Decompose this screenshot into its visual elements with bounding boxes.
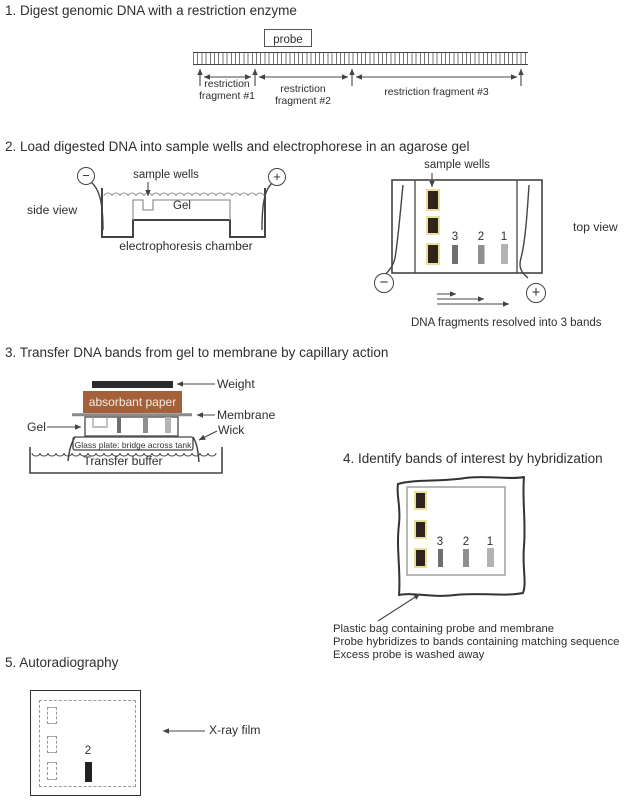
wick-label: Wick [218,423,245,437]
band-2-label: 2 [477,231,485,243]
negative-electrode: − [77,167,95,185]
absorbant-paper-label: absorbant paper [88,395,177,409]
sample-well [415,521,426,538]
xray-film-label: X-ray film [209,723,261,737]
autorad-band-2 [85,762,92,782]
gel-label: Gel [173,200,191,212]
sample-well [427,244,439,264]
band-2 [463,549,469,567]
sample-wells-label: sample wells [133,169,199,181]
step4-heading: 4. Identify bands of interest by hybridization [343,451,603,466]
side-view-label: side view [27,203,78,217]
band-1-label: 1 [500,231,508,243]
hybridization-bag-diagram [370,470,535,630]
band-1 [501,244,508,264]
top-view-diagram [370,155,635,340]
probe-label: probe [273,34,303,46]
band-3-label: 3 [436,536,444,548]
transfer-buffer-label: Transfer buffer [83,454,163,468]
step5-heading: 5. Autoradiography [5,655,119,670]
band-1-label: 1 [486,536,494,548]
band-2 [478,245,485,264]
band-3 [452,245,458,264]
positive-electrode: + [526,283,546,303]
chamber-label: electrophoresis chamber [119,239,253,253]
xray-film-pointer [158,722,214,740]
band-3-label: 3 [451,231,459,243]
fragment1-label: restriction fragment #1 [198,78,256,102]
caption-line-1: Plastic bag containing probe and membrane [333,623,555,635]
weight-bar [92,381,173,388]
step3-heading: 3. Transfer DNA bands from gel to membrane by capillary action [5,345,389,360]
well-outline-ghost [47,707,57,724]
sample-wells-label: sample wells [424,159,490,171]
top-view-label: top view [573,220,618,234]
membrane-label: Membrane [217,408,276,422]
wick-right [193,437,199,462]
negative-electrode: − [374,273,394,293]
well-outline-ghost [47,762,57,780]
fragment3-label: restriction fragment #3 [384,86,489,98]
band-3 [117,417,121,433]
wick-pointer-arrow [199,431,217,440]
band-1 [487,548,494,567]
positive-electrode-wire [262,183,272,230]
caption-line-2: Probe hybridizes to bands containing matching sequence [333,636,620,648]
weight-label: Weight [217,377,255,391]
buffer-surface-line [104,193,264,196]
band-2-label: 2 [462,536,470,548]
bands-caption: DNA fragments resolved into 3 bands [411,317,602,329]
positive-electrode: + [268,168,286,186]
caption-line-3: Excess probe is washed away [333,649,485,661]
probe-box [264,29,312,47]
glass-plate-label: Glass plate: bridge across tank [74,440,192,450]
fragment2-label: restriction fragment #2 [274,83,332,107]
band-2 [143,417,148,433]
band-3 [438,549,443,567]
bag-pointer-arrow [378,594,420,621]
sample-well [427,217,439,234]
well-outline-ghost [47,736,57,753]
sample-well [427,190,439,210]
step2-heading: 2. Load digested DNA into sample wells and electrophorese in an agarose gel [5,139,470,154]
hybridization-caption [333,623,619,662]
step1-heading: 1. Digest genomic DNA with a restriction enzyme [5,3,297,18]
band-1 [165,417,171,433]
gel-label: Gel [27,420,46,434]
sample-well [415,492,426,509]
sample-well [415,549,426,567]
autorad-band-2-label: 2 [84,745,92,757]
